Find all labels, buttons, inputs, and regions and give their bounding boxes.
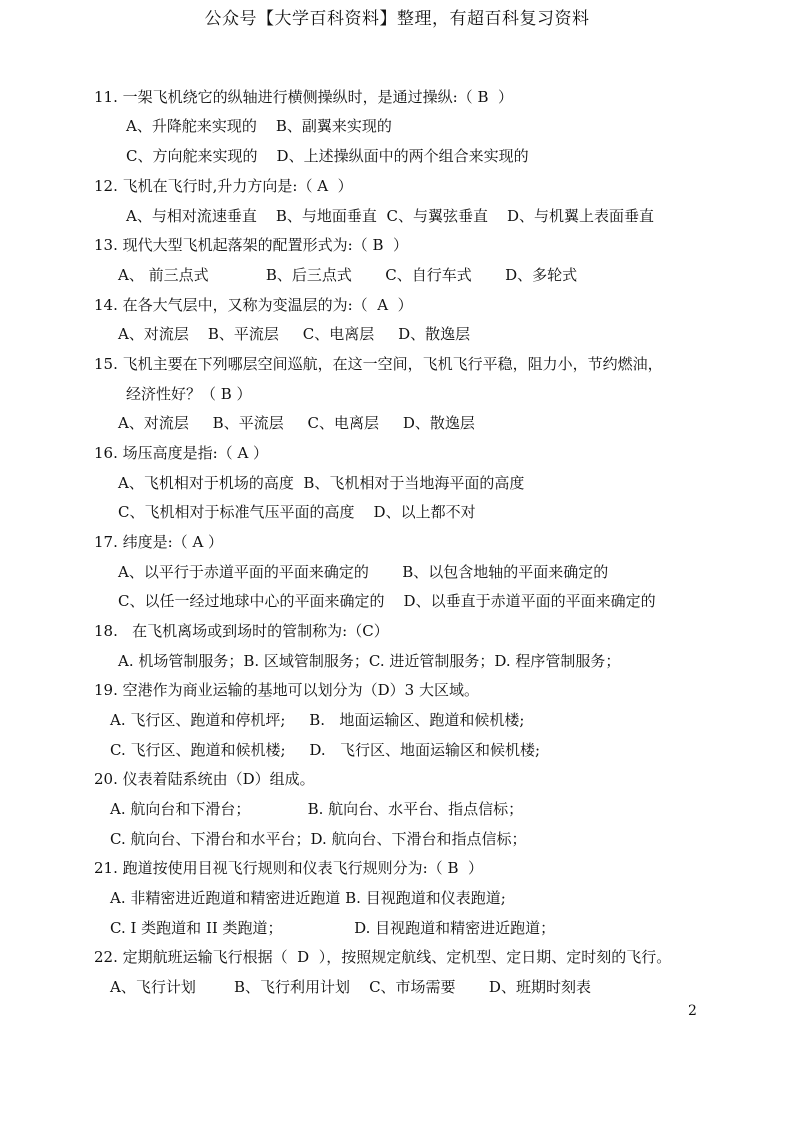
option-line: A. 机场管制服务；B. 区域管制服务；C. 进近管制服务；D. 程序管制服务；	[118, 652, 621, 670]
option-line: C. 飞行区、跑道和候机楼; D. 飞行区、地面运输区和候机楼;	[110, 741, 540, 759]
option-line: A、飞行计划 B、飞行利用计划 C、市场需要 D、班期时刻表	[110, 978, 591, 996]
option-line: C、飞机相对于标准气压平面的高度 D、以上都不对	[118, 503, 476, 521]
option-line: A、 前三点式 B、后三点式 C、自行车式 D、多轮式	[118, 266, 578, 284]
option-line: A、飞机相对于机场的高度 B、飞机相对于当地海平面的高度	[118, 474, 525, 492]
option-line: C、以任一经过地球中心的平面来确定的 D、以垂直于赤道平面的平面来确定的	[118, 592, 656, 610]
question-12: 12. 飞机在飞行时,升力方向是:（ A ）	[94, 177, 353, 195]
option-line: A、与相对流速垂直 B、与地面垂直 C、与翼弦垂直 D、与机翼上表面垂直	[126, 207, 655, 225]
question-19: 19. 空港作为商业运输的基地可以划分为（D）3 大区域。	[94, 681, 479, 699]
question-22: 22. 定期航班运输飞行根据（ D ），按照规定航线、定机型、定日期、定时刻的飞行。	[94, 948, 672, 966]
question-21: 21. 跑道按使用目视飞行规则和仪表飞行规则分为:（ B ）	[94, 859, 484, 877]
question-15: 15. 飞机主要在下列哪层空间巡航，在这一空间，飞机飞行平稳，阻力小，节约燃油，	[94, 355, 663, 373]
option-line: C、方向舵来实现的 D、上述操纵面中的两个组合来实现的	[126, 147, 529, 165]
option-line: A、升降舵来实现的 B、副翼来实现的	[126, 117, 392, 135]
question-17: 17. 纬度是:（ A ）	[94, 533, 224, 551]
option-line: C. I 类跑道和 II 类跑道； D. 目视跑道和精密进近跑道；	[110, 919, 556, 937]
page-header: 公众号【大学百科资料】整理，有超百科复习资料	[204, 9, 590, 29]
option-line: C. 航向台、下滑台和水平台；D. 航向台、下滑台和指点信标；	[110, 830, 527, 848]
question-18: 18. 在飞机离场或到场时的管制称为:（C）	[94, 622, 389, 640]
option-line: A、对流层 B、平流层 C、电离层 D、散逸层	[118, 414, 475, 432]
option-line: A、以平行于赤道平面的平面来确定的 B、以包含地轴的平面来确定的	[118, 563, 609, 581]
question-16: 16. 场压高度是指:（ A ）	[94, 444, 269, 462]
option-line: A. 非精密进近跑道和精密进近跑道 B. 目视跑道和仪表跑道;	[110, 889, 506, 907]
page-number: 2	[688, 1003, 697, 1019]
question-13: 13. 现代大型飞机起落架的配置形式为:（ B ）	[94, 236, 409, 254]
option-line: A. 飞行区、跑道和停机坪; B. 地面运输区、跑道和候机楼;	[110, 711, 525, 729]
option-line: A. 航向台和下滑台； B. 航向台、水平台、指点信标；	[110, 800, 524, 818]
option-line: A、对流层 B、平流层 C、电离层 D、散逸层	[118, 325, 471, 343]
question-11: 11. 一架飞机绕它的纵轴进行横侧操纵时，是通过操纵:（ B ）	[94, 88, 514, 106]
question-20: 20. 仪表着陆系统由（D）组成。	[94, 770, 315, 788]
question-15-continued: 经济性好？（ B ）	[126, 385, 252, 403]
question-14: 14. 在各大气层中，又称为变温层的为:（ A ）	[94, 296, 413, 314]
